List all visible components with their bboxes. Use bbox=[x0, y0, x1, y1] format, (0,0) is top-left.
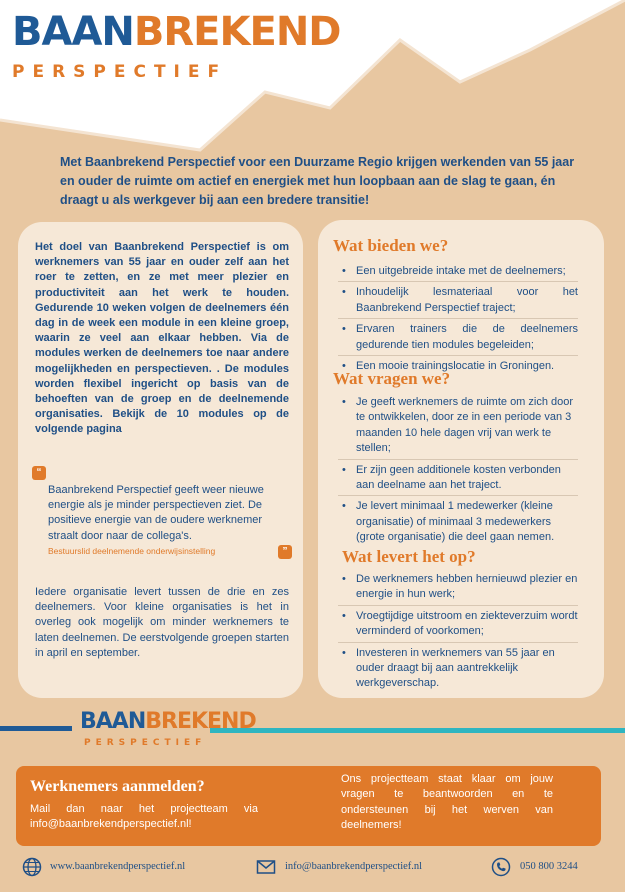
website-link[interactable]: www.baanbrekendperspectief.nl bbox=[50, 861, 186, 872]
phone-icon bbox=[491, 857, 511, 877]
quote-icon: “ bbox=[32, 466, 46, 480]
list-item: • Ervaren trainers die de deelnemers gedurende tien modules begeleiden; bbox=[338, 322, 578, 356]
list-item: • Je levert minimaal 1 medewerker (kleine organisatie) of minimaal 3 medewerkers (grote organisatie) die deel gaan nemen. bbox=[338, 499, 578, 545]
offer-title: Wat bieden we? bbox=[333, 236, 449, 255]
logo-subtitle: PERSPECTIEF bbox=[12, 62, 228, 82]
list-item: • De werknemers hebben hernieuwd plezier en energie in hun werk; bbox=[338, 572, 578, 606]
signup-text: Mail dan naar het projectteam via info@baanbrekendperspectief.nl! bbox=[30, 803, 258, 831]
footer-logo-subtitle: PERSPECTIEF bbox=[84, 738, 207, 748]
ask-title: Wat vragen we? bbox=[333, 369, 451, 388]
quote-text: Baanbrekend Perspectief geeft weer nieuwe energie als je minder perspectieven ziet. De positieve energie van de oudere werknemer straalt door naar de collega's. bbox=[48, 484, 264, 542]
list-item: • Er zijn geen additionele kosten verbonden aan deelname aan het traject. bbox=[338, 463, 578, 497]
offer-list bbox=[338, 264, 578, 375]
signup-title: Werknemers aanmelden? bbox=[30, 778, 205, 795]
globe-icon bbox=[22, 857, 42, 877]
participants-paragraph: Iedere organisatie levert tussen de drie en zes deelnemers. Voor kleine organisaties is het in overleg ook mogelijk om minder werknemers te laten deelnemen. De eerstvolgende groepen starten in april en september. bbox=[35, 586, 289, 659]
yield-title: Wat levert het op? bbox=[342, 547, 476, 566]
goal-paragraph: Het doel van Baanbrekend Perspectief is om werknemers van 55 jaar en ouder zelf aan het roer te zetten, en ze met meer plezier en productiviteit aan het werk te houden. Gedurende 10 weken volgen de deelnemers één dag in de week een module in een kleine groep, waarin ze veel aan elkaar hebben. Via de modules werken de deelnemers toe naar andere mogelijkheden en perspectieven. . De modules worden flexibel ingericht op basis van de behoeften van de groep en de deelnemende organisaties. Bekijk de 10 modules op de volgende pagina bbox=[35, 241, 289, 436]
list-item: • Inhoudelijk lesmateriaal voor het Baanbrekend Perspectief traject; bbox=[338, 285, 578, 319]
footer-logo: BAANBREKEND bbox=[80, 709, 256, 734]
list-item: • Je geeft werknemers de ruimte om zich door te ontwikkelen, door ze in een periode van 3 maanden 10 hele dagen vrij van werk te stellen; bbox=[338, 395, 578, 460]
list-item: • Investeren in werknemers van 55 jaar en ouder draagt bij aan aantrekkelijk werkgeverschap. bbox=[338, 646, 578, 692]
list-item: • Een mooie trainingslocatie in Groningen. bbox=[338, 359, 578, 374]
envelope-icon bbox=[256, 857, 276, 877]
logo: BAANBREKEND bbox=[12, 9, 341, 55]
ask-list bbox=[338, 395, 578, 547]
list-item: • Een uitgebreide intake met de deelnemers; bbox=[338, 264, 578, 282]
phone-number[interactable]: 050 800 3244 bbox=[520, 861, 578, 872]
quote-close-icon: ” bbox=[278, 545, 292, 559]
divider-bar-blue bbox=[0, 726, 72, 731]
yield-list bbox=[338, 572, 578, 693]
list-item: • Vroegtijdige uitstroom en ziekteverzuim wordt verminderd of voorkomen; bbox=[338, 609, 578, 643]
email-link[interactable]: info@baanbrekendperspectief.nl bbox=[285, 861, 423, 872]
intro-text: Met Baanbrekend Perspectief voor een Duurzame Regio krijgen werkenden van 55 jaar en ouder de ruimte om actief en energiek met hun loopbaan aan de slag te gaan, én draagt u als werkgever bij aan een bredere transitie! bbox=[60, 155, 575, 207]
divider-bar-teal bbox=[210, 728, 625, 733]
team-text: Ons projectteam staat klaar om jouw vragen te beantwoorden en te ondersteunen bij het werven van deelnemers! bbox=[341, 773, 553, 832]
quote-attribution: Bestuurslid deelnemende onderwijsinstelling bbox=[48, 546, 216, 556]
